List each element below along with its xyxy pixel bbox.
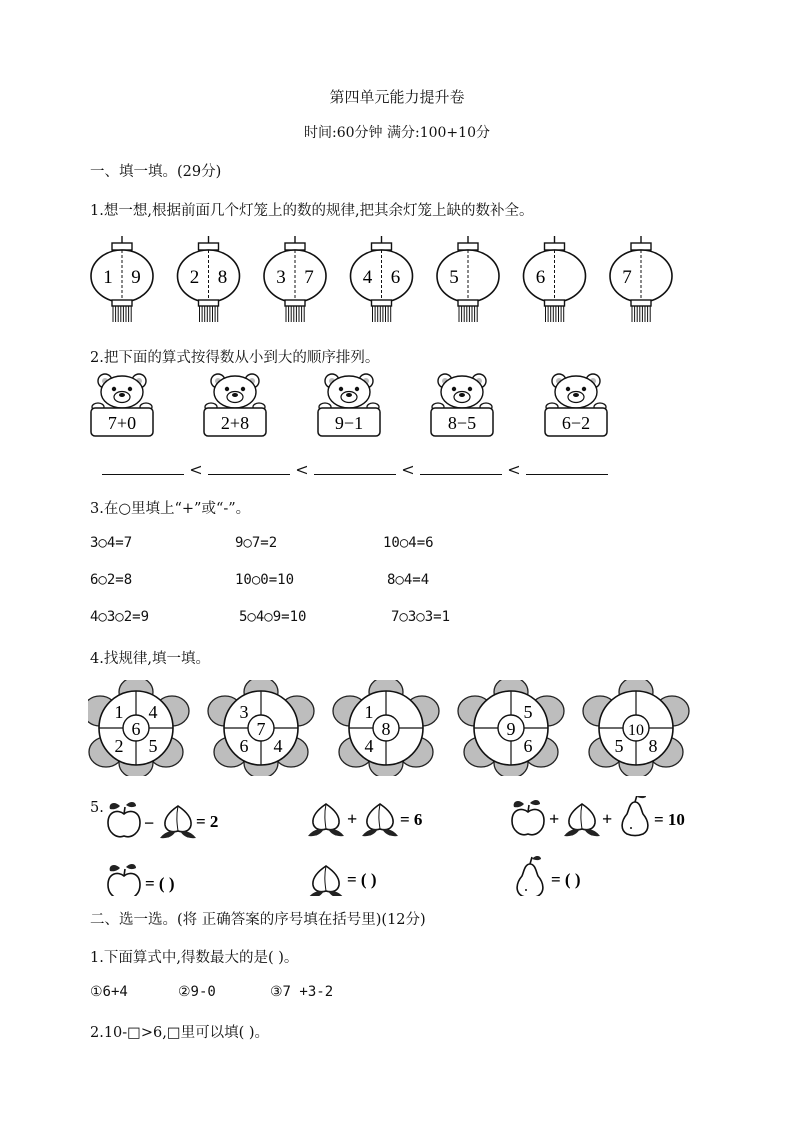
flower-top-left-number: 1 [114,702,124,722]
apple-answer[interactable]: = ( ) [145,874,175,893]
fruit-equations [100,796,700,896]
answer-blank[interactable] [314,460,396,475]
lantern [524,236,586,322]
flower-top-right-number: 5 [523,702,533,722]
q3-item[interactable]: 9○7=2 [235,535,278,551]
bear-card [318,374,380,436]
lantern [264,236,326,322]
less-than-sign: < [295,460,309,479]
q3-item[interactable]: 8○4=4 [387,572,430,588]
lantern-left-number: 5 [449,267,459,288]
apple-icon [108,864,140,896]
flower-bottom-left-number: 2 [114,736,124,756]
flower-bottom-left-number: 4 [364,736,374,756]
flower-center-number: 9 [506,719,516,739]
bear-expression: 7+0 [107,413,137,433]
lantern-right-number: 9 [131,267,141,288]
ordering-blanks [102,460,608,479]
lantern-left-number: 7 [622,267,632,288]
lantern-left-number: 2 [189,267,200,288]
q3-item[interactable]: 10○4=6 [383,535,434,551]
bear-card [545,374,607,436]
exam-info: 时间:60分钟 满分:100+10分 [304,125,490,141]
q3-text: 3.在○里填上“+”或“-”。 [90,501,251,517]
bear-expression: 6−2 [561,413,591,433]
lantern [610,236,672,322]
q1-text: 1.想一想,根据前面几个灯笼上的数的规律,把其余灯笼上缺的数补全。 [90,203,534,219]
minus-sign: − [144,813,155,833]
peach-icon [160,806,196,838]
apple-icon [512,800,544,835]
flower-center-number: 7 [256,719,266,739]
lantern-left-number: 1 [103,267,113,288]
lantern [437,236,499,322]
lantern [351,236,413,322]
number-flower [333,680,439,776]
pear-icon [622,796,648,836]
flower-bottom-right-number: 5 [148,736,158,756]
plus-sign: + [347,809,358,829]
answer-blank[interactable] [102,460,184,475]
page-title: 第四单元能力提升卷 [329,88,465,106]
flower-center-number: 8 [381,719,391,739]
q3-item[interactable]: 5○4○9=10 [239,609,307,625]
flower-bottom-left-number: 6 [239,736,249,756]
number-flower [88,680,189,776]
less-than-sign: < [401,460,415,479]
bear-expression: 9−1 [334,413,364,433]
plus-sign: + [549,809,560,829]
pear-answer[interactable]: = ( ) [551,870,581,889]
bear-expression: 2+8 [220,413,250,433]
flower-top-left-number: 3 [239,702,249,722]
bear-card [204,374,266,436]
number-flower [208,680,314,776]
answer-blank[interactable] [420,460,502,475]
s2q1-text: 1.下面算式中,得数最大的是( )。 [90,950,299,966]
s2q1-option[interactable]: ②9-0 [178,984,216,1000]
q3-item[interactable]: 3○4=7 [90,535,133,551]
less-than-sign: < [507,460,521,479]
flower-top-left-number: 1 [364,702,374,722]
bear-row [90,370,630,440]
peach-icon [362,804,398,836]
lantern [91,236,153,322]
s2q1-option[interactable]: ③7 +3-2 [270,984,334,1000]
q3-item[interactable]: 10○0=10 [235,572,295,588]
plus-sign: + [602,809,613,829]
lantern-right-number: 6 [390,267,401,288]
q5-number: 5. [90,800,104,816]
q3-item[interactable]: 4○3○2=9 [90,609,150,625]
flower-row [88,680,698,776]
lantern-left-number: 3 [276,267,286,288]
section-2-heading: 二、选一选。(将 正确答案的序号填在括号里)(12分) [90,912,426,928]
peach-icon [308,804,344,836]
eq3-result: = 10 [654,810,685,829]
lantern-left-number: 6 [535,267,546,288]
flower-center-number: 6 [131,719,141,739]
lantern-right-number: 7 [304,267,314,288]
peach-answer[interactable]: = ( ) [347,870,377,889]
answer-blank[interactable] [208,460,290,475]
lantern [178,236,240,322]
s2q2-text: 2.10-□>6,□里可以填( )。 [90,1025,269,1041]
eq2-result: = 6 [400,810,423,829]
peach-icon [564,804,600,836]
flower-bottom-left-number: 5 [614,736,624,756]
pear-icon [517,856,543,896]
less-than-sign: < [189,460,203,479]
s2q1-option[interactable]: ①6+4 [90,984,128,1000]
section-1-heading: 一、填一填。(29分) [90,164,222,180]
q3-item[interactable]: 7○3○3=1 [391,609,451,625]
lantern-right-number: 8 [217,267,228,288]
flower-bottom-right-number: 4 [273,736,283,756]
q2-text: 2.把下面的算式按得数从小到大的顺序排列。 [90,350,380,366]
number-flower [583,680,689,776]
bear-expression: 8−5 [447,413,477,433]
bear-card [91,374,153,436]
answer-blank[interactable] [526,460,608,475]
peach-icon [308,866,344,896]
flower-top-right-number: 4 [148,702,158,722]
number-flower [458,680,564,776]
lantern-row [90,234,710,326]
apple-icon [108,802,140,837]
q4-text: 4.找规律,填一填。 [90,651,210,667]
flower-bottom-right-number: 8 [648,736,658,756]
flower-center-number: 10 [628,722,644,739]
bear-card [431,374,493,436]
lantern-left-number: 4 [362,267,373,288]
q3-item[interactable]: 6○2=8 [90,572,133,588]
flower-bottom-right-number: 6 [523,736,533,756]
eq1-result: = 2 [196,812,219,831]
